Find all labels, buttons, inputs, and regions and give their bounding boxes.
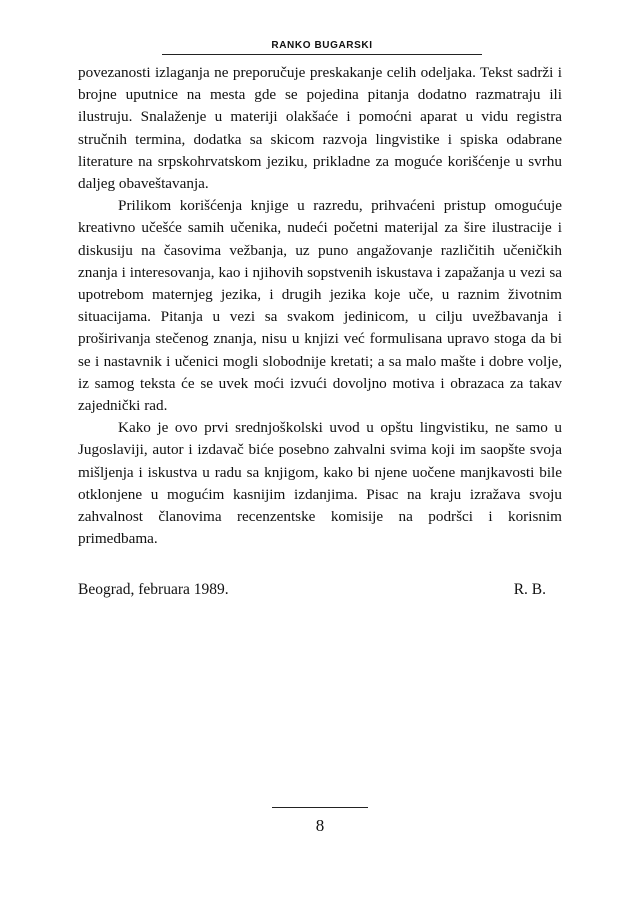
paragraph-acknowledgements: Kako je ovo prvi srednjoškolski uvod u opštu lingvistiku, ne samo u Jugoslaviji, autor i izdavač biće posebno zahvalni svima koji im saopšte svoja mišljenja i iskustva u radu sa knjigom, kako bi njene uočene manjkavosti bile otklonjene u mogućim kasnijim izdanjima. Pisac na kraju izražava svoju zahvalnost članovima recenzentske komisije na podršci i korisnim primedbama. (78, 419, 562, 548)
body-text (78, 62, 562, 550)
paragraph-classroom-use: Prilikom korišćenja knjige u razredu, prihvaćeni pristup omogućuje kreativno učešće samih učenika, nudeći početni materijal za šire ilustracije i diskusiju na časovima vežbanja, uz puno angažovanje različitih učeničkih znanja i interesovanja, kao i njihovih sopstvenih iskustava i zapažanja u vezi sa upotrebom maternjeg jezika, i drugih jezika koje uče, u raznim životnim situacijama. Pitanja u vezi sa svakom jedinicom, u cilju uvežbavanja i proširivanja stečenog znanja, nisu u knjizi već formulisana upravo stoga da bi se i nastavnik i učenici mogli slobodnije kretati; a sa malo mašte i dobre volje, iz samog teksta će se uvek moći izvući dovoljno motiva i obrazaca za takav zajednički rad. (78, 197, 562, 415)
paragraph-continuation: povezanosti izlaganja ne preporučuje preskakanje celih odeljaka. Tekst sadrži i brojne uputnice na mesta gde se pojedina pitanja dodatno razmatraju ili ilustruju. Snalaženje u materiji olakšaće i pomoćni aparat u vidu registra stručnih termina, dodatka sa skicom razvoja lingvistike i spiska odabrane literature na srpskohrvatskom jeziku, prikladne za moguće korišćenje u svrhu daljeg obaveštavanja. (78, 64, 562, 193)
place-date: Beograd, februara 1989. (78, 581, 229, 598)
running-head-title: RANKO BUGARSKI (271, 40, 373, 51)
header-rule (162, 54, 482, 55)
footer-rule (272, 807, 368, 808)
author-initials: R. B. (513, 581, 546, 598)
page-number: 8 (315, 816, 325, 835)
